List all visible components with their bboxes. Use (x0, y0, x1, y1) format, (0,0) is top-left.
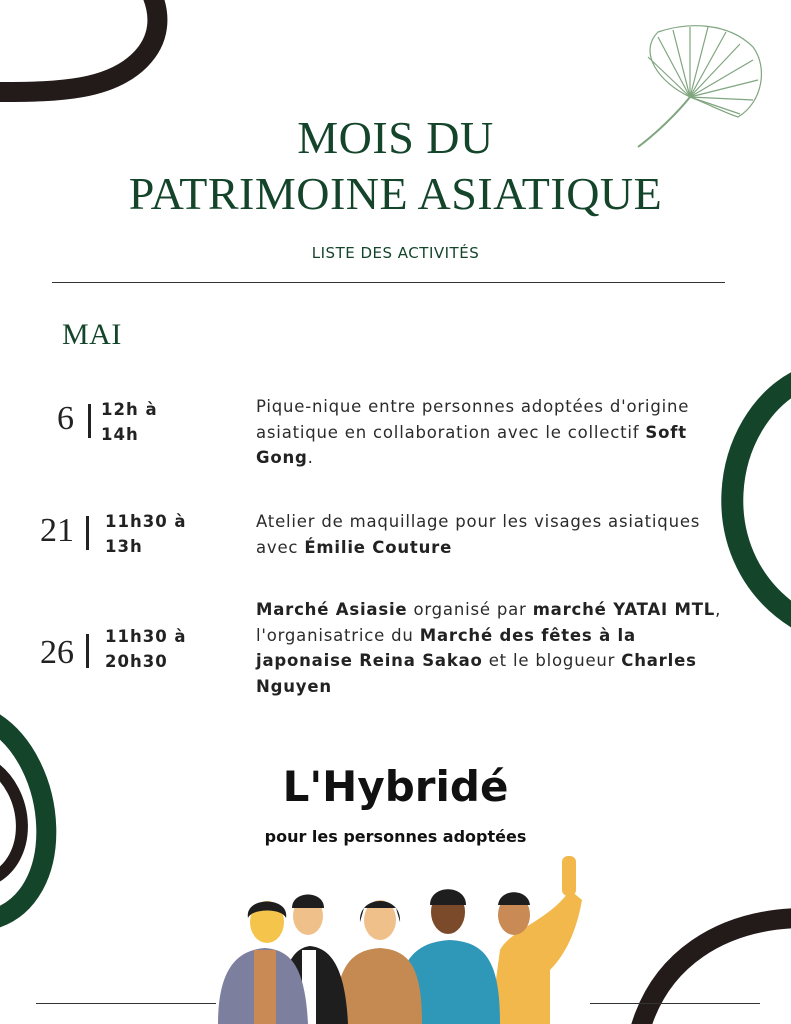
brand-name: L'Hybridé (282, 762, 509, 811)
event-description (256, 394, 736, 471)
footer-divider-left (36, 1003, 216, 1004)
event-separator (86, 634, 89, 668)
event-time-line-2: 13h (105, 537, 143, 556)
event-time-line-1: 11h30 à (105, 512, 187, 531)
event-time-line-1: 11h30 à (105, 627, 187, 646)
highlighted-name: marché YATAI MTL (532, 600, 716, 619)
event-time (105, 624, 187, 674)
top-left-curve (0, 0, 157, 92)
event-time (105, 509, 187, 559)
month-heading: MAI (62, 318, 122, 351)
highlighted-name: Marché Asiasie (256, 600, 408, 619)
event-day: 26 (40, 634, 74, 671)
title-line-1: MOIS DU (297, 112, 494, 163)
description-text: Pique-nique entre personnes adoptées d'origine asiatique en collaboration avec le collectif (256, 397, 690, 442)
bottom-right-curve (640, 918, 791, 1024)
event-time-line-2: 14h (101, 425, 139, 444)
description-text: Atelier de maquillage pour les visages asiatiques avec (256, 512, 701, 557)
group-of-people-illustration (210, 850, 590, 1024)
description-text: organisé par (407, 600, 533, 619)
highlighted-name: Marché des fêtes à la japonaise Reina Sakao (256, 625, 636, 670)
description-text: et le blogueur (482, 651, 622, 670)
event-separator (88, 404, 91, 438)
description-text: , l'organisatrice du (256, 600, 722, 645)
event-time-line-1: 12h à (101, 400, 158, 419)
event-description (256, 597, 736, 699)
brand-tagline: pour les personnes adoptées (264, 827, 527, 846)
title-line-2: PATRIMOINE ASIATIQUE (128, 168, 663, 219)
event-description (256, 509, 736, 560)
person-tan-sweater (335, 900, 422, 1024)
footer-divider-right (590, 1003, 760, 1004)
highlighted-name: Charles Nguyen (256, 651, 697, 696)
event-day: 6 (57, 400, 74, 437)
right-green-arc (732, 380, 791, 620)
event-day: 21 (40, 512, 74, 549)
event-time-line-2: 20h30 (105, 652, 168, 671)
header-divider (52, 282, 725, 283)
event-time (101, 397, 158, 447)
highlighted-name: Émilie Couture (304, 537, 453, 557)
person-raised-fist (490, 856, 582, 1024)
subtitle: LISTE DES ACTIVITÉS (311, 244, 480, 262)
event-separator (86, 516, 89, 550)
description-text: . (307, 448, 314, 467)
highlighted-name: Soft Gong (256, 422, 687, 467)
